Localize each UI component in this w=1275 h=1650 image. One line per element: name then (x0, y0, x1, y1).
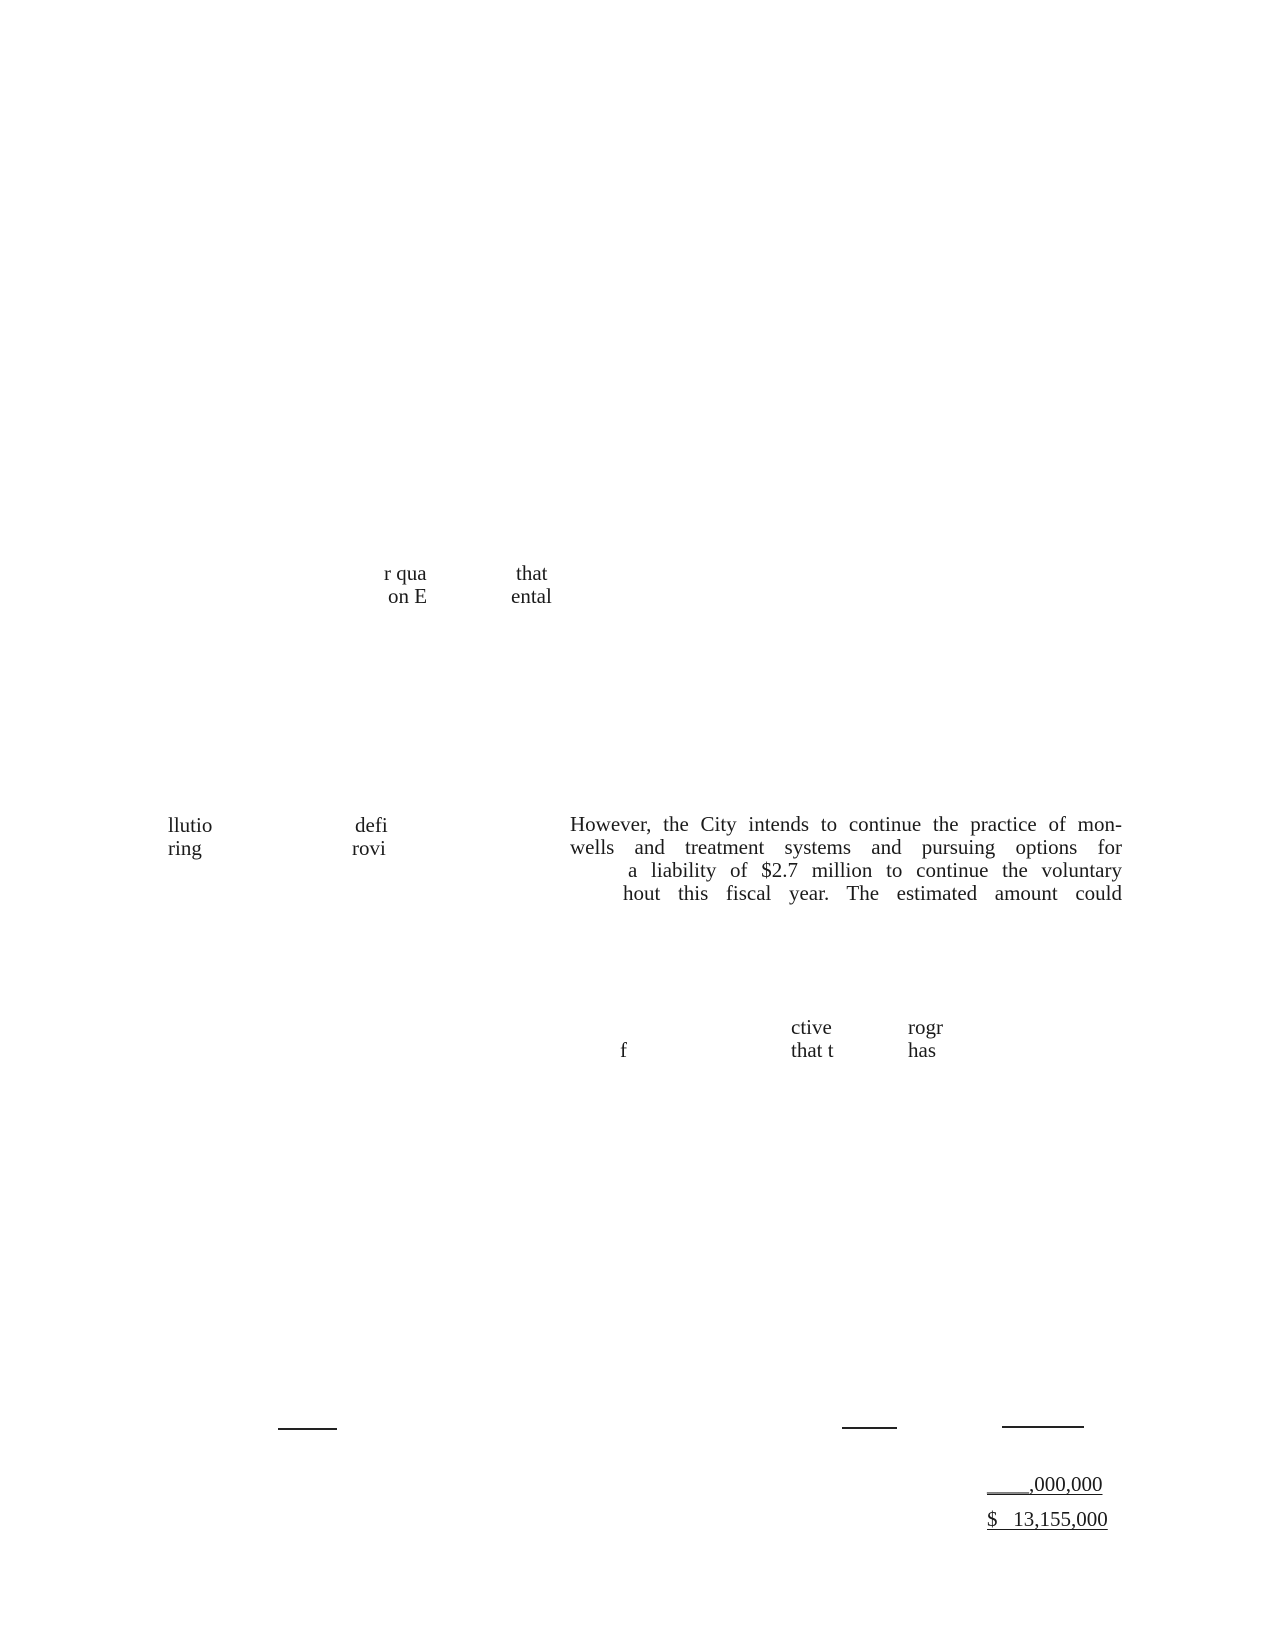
text-fragment: rogr (908, 1015, 943, 1039)
text-fragment: that (516, 561, 548, 585)
text-fragment: ctive (791, 1015, 832, 1039)
text-fragment: has (908, 1038, 936, 1062)
text-fragment: defi (355, 813, 388, 837)
text-fragment: that t (791, 1038, 834, 1062)
text-fragment: llutio (168, 813, 213, 837)
subtotal-amount: ____,000,000 (987, 1472, 1103, 1496)
horizontal-rule (278, 1428, 337, 1430)
paragraph-line: a liability of $2.7 million to continue the voluntary (628, 858, 1122, 882)
horizontal-rule (1002, 1426, 1084, 1428)
text-fragment: r qua (384, 561, 427, 585)
text-fragment: rovi (352, 836, 386, 860)
paragraph-line: wells and treatment systems and pursuing options for (570, 835, 1122, 859)
text-fragment: ental (511, 584, 552, 608)
text-fragment: ring (168, 836, 202, 860)
paragraph-line: However, the City intends to continue the practice of mon- (570, 812, 1122, 836)
text-fragment: on E (388, 584, 428, 608)
total-amount: $ 13,155,000 (987, 1507, 1108, 1531)
paragraph-line: hout this fiscal year. The estimated amount could (623, 881, 1122, 905)
text-fragment: f (620, 1038, 627, 1062)
horizontal-rule (842, 1427, 897, 1429)
